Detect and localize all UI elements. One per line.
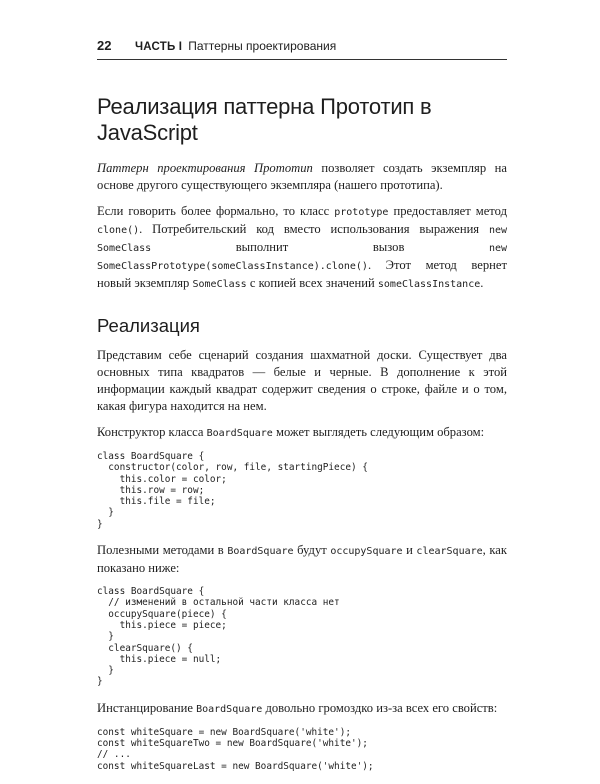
part-title: Паттерны проектирования [188,39,337,53]
paragraph-text: Полезными методами в [97,543,228,558]
code-block-methods: class BoardSquare { // изменений в остальной части класса нет occupySquare(piece) { this.piece = piece; } clearSquare() { this.piece = null; } } [97,586,340,688]
inline-code: clearSquare [416,546,483,558]
paragraph-methods [97,542,507,577]
paragraph-text: Инстанцирование [97,700,197,715]
paragraph-text: может выглядеть следующим образом: [272,425,485,439]
paragraph-intro [97,160,507,194]
paragraph-text: будут [293,543,331,558]
header-rule [97,59,507,60]
paragraph-text: с копией всех значений [246,276,378,290]
paragraph-text: Если говорить более формально, то класс [97,204,335,218]
paragraph-formal [97,203,507,293]
inline-code: BoardSquare [227,546,294,558]
paragraph-text: довольно громоздко из-за всех его свойств: [262,700,498,715]
inline-code: new SomeClassPrototype(someClassInstance).clone() [97,243,507,272]
inline-code: BoardSquare [206,428,273,439]
inline-code: clone() [97,225,140,236]
running-head [97,38,507,58]
inline-code: someClassInstance [377,279,481,290]
paragraph-text: предоставляет метод [388,204,507,218]
book-page [97,38,507,784]
paragraph-text: , как показано ниже: [97,543,507,576]
paragraph-text: позволяет создать экземпляр на основе другого существующего экземпляра (нашего прототипа). [97,161,507,192]
inline-code: occupySquare [330,546,403,558]
code-block-constructor: class BoardSquare { constructor(color, row, file, startingPiece) { this.color = color; this.row = row; this.file = file; } } [97,451,368,530]
code-block-instances: const whiteSquare = new BoardSquare('white'); const whiteSquareTwo = new BoardSquare('white'); // ... const whiteSquareLast = new BoardSquare('white'); [97,726,374,772]
paragraph-instantiation [97,700,507,718]
inline-code: new SomeClass [97,225,507,254]
subsection-title: Реализация [97,315,200,336]
page-number: 22 [97,38,112,53]
paragraph-text: . Потребительский код вместо использования выражения [139,222,489,236]
inline-code: SomeClass [192,279,247,290]
pattern-name-italic: Паттерн проектирования Прототип [97,161,313,175]
paragraph-scenario: Представим себе сценарий создания шахматной доски. Существует два основных типа квадратов — белые и черные. В дополнение к этой информации каждый квадрат содержит сведения о строке, файле и о том, какая фигура находится на нем. [97,348,507,413]
paragraph-text: и [402,543,417,558]
section-title: Реализация паттерна Прототип в JavaScript [97,94,432,145]
paragraph-text: . [480,276,484,290]
paragraph-text: выполнит вызов [151,240,489,254]
inline-code: prototype [334,207,389,218]
paragraph-constructor [97,424,507,442]
paragraph-text: . Этот метод вернет новый экземпляр [97,258,507,290]
part-label: ЧАСТЬ I [135,41,183,53]
inline-code: BoardSquare [196,703,263,715]
paragraph-text: Конструктор класса [97,425,207,439]
